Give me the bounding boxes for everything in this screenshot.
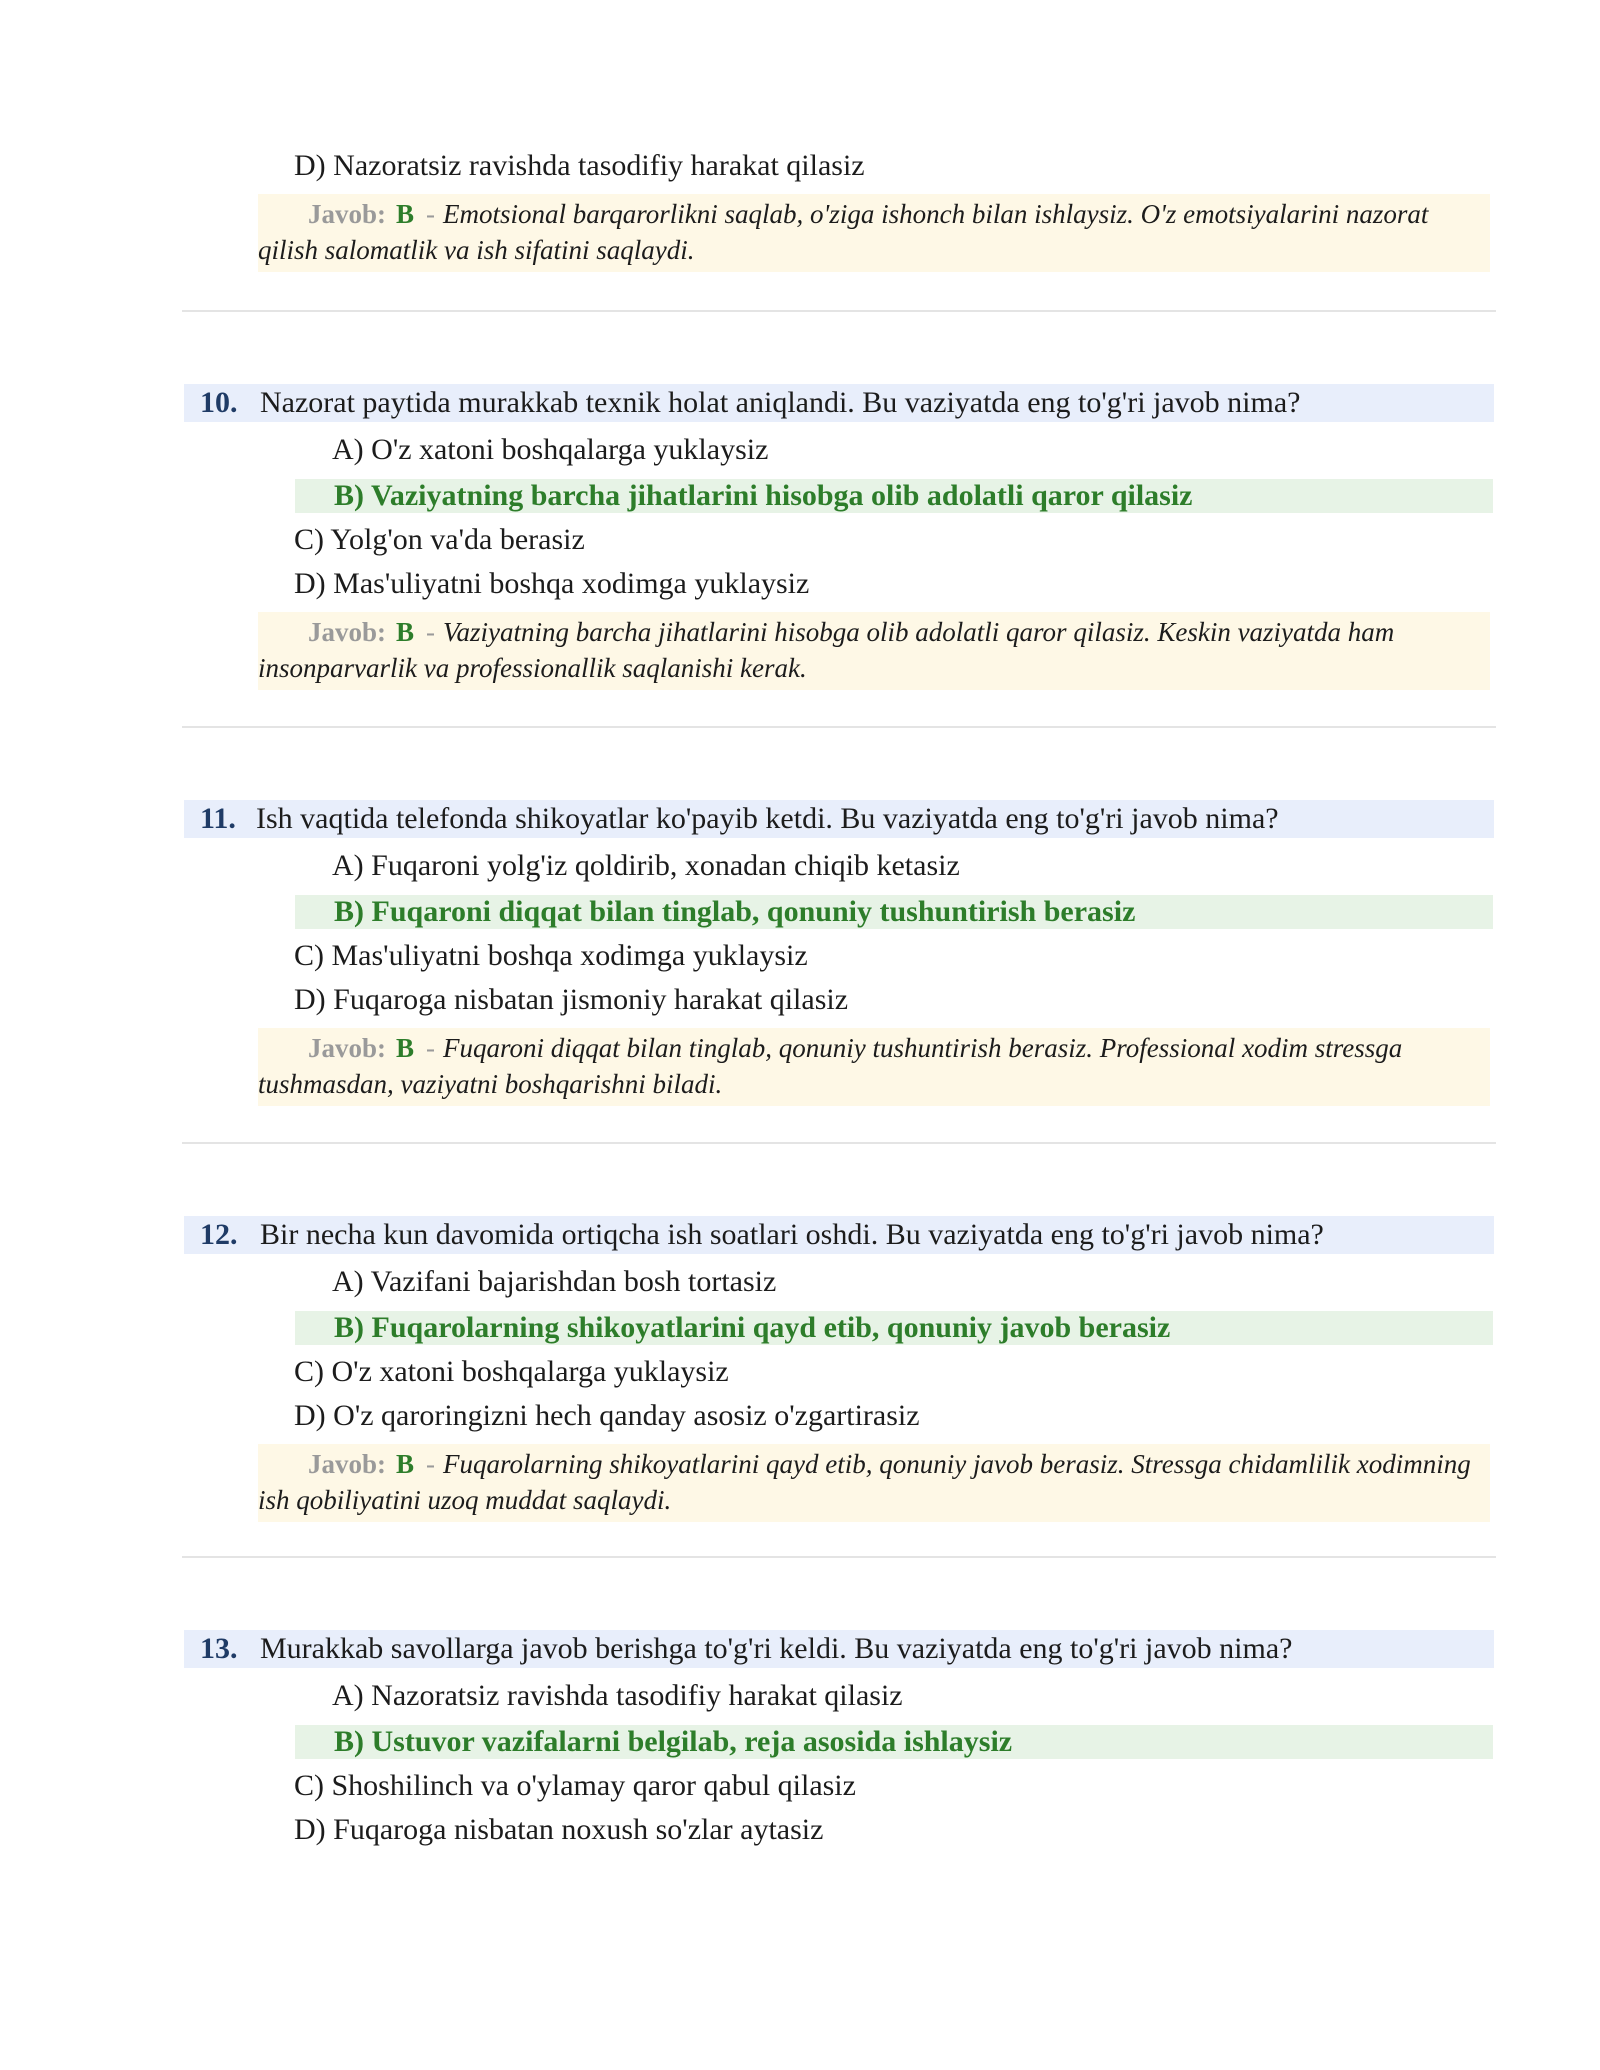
- question-divider: [182, 1142, 1496, 1144]
- answer-explanation: [258, 196, 1488, 268]
- question-text: Bir necha kun davomida ortiqcha ish soatlari oshdi. Bu vaziyatda eng to'g'ri javob nima?: [260, 1218, 1324, 1251]
- option-b-correct: B) Fuqaroni diqqat bilan tinglab, qonuniy tushuntirish berasiz: [334, 895, 1136, 928]
- option-a: A) O'z xatoni boshqalarga yuklaysiz: [332, 433, 769, 466]
- answer-explanation: [258, 614, 1488, 686]
- answer-explanation: [258, 1446, 1488, 1518]
- question-text: Murakkab savollarga javob berishga to'g'ri keldi. Bu vaziyatda eng to'g'ri javob nima?: [260, 1632, 1293, 1665]
- question-divider: [182, 310, 1496, 312]
- option-d: D) Fuqaroga nisbatan jismoniy harakat qilasiz: [294, 983, 849, 1016]
- answer-dash: -: [426, 1033, 436, 1063]
- answer-box: [258, 194, 1490, 272]
- answer-dash: -: [426, 1449, 436, 1479]
- option-c: C) Yolg'on va'da berasiz: [294, 523, 585, 556]
- option-d: D) O'z qaroringizni hech qanday asosiz o'zgartirasiz: [294, 1399, 920, 1432]
- answer-text: Fuqarolarning shikoyatlarini qayd etib, qonuniy javob berasiz. Stressga chidamlilik xodimning ish qobiliyatini uzoq muddat saqlaydi.: [258, 1449, 1471, 1515]
- question-divider: [182, 1556, 1496, 1558]
- question-number: 13.: [200, 1632, 238, 1665]
- answer-label: Javob:: [308, 1033, 387, 1063]
- option-b-correct: B) Ustuvor vazifalarni belgilab, reja asosida ishlaysiz: [334, 1725, 1013, 1758]
- answer-letter: B: [396, 1449, 415, 1479]
- answer-label: Javob:: [308, 617, 387, 647]
- question-text: Nazorat paytida murakkab texnik holat aniqlandi. Bu vaziyatda eng to'g'ri javob nima?: [260, 386, 1301, 419]
- option-c: C) Mas'uliyatni boshqa xodimga yuklaysiz: [294, 939, 808, 972]
- answer-explanation: [258, 1030, 1488, 1102]
- answer-box: [258, 612, 1490, 690]
- option-b-correct: B) Fuqarolarning shikoyatlarini qayd etib, qonuniy javob berasiz: [334, 1311, 1171, 1344]
- question-text: Ish vaqtida telefonda shikoyatlar ko'payib ketdi. Bu vaziyatda eng to'g'ri javob nima?: [256, 802, 1279, 835]
- answer-letter: B: [396, 199, 415, 229]
- question-number: 12.: [200, 1218, 238, 1251]
- answer-label: Javob:: [308, 199, 387, 229]
- option-d: D) Nazoratsiz ravishda tasodifiy harakat qilasiz: [294, 149, 865, 182]
- option-c: C) Shoshilinch va o'ylamay qaror qabul qilasiz: [294, 1769, 856, 1802]
- option-c: C) O'z xatoni boshqalarga yuklaysiz: [294, 1355, 729, 1388]
- option-a: A) Nazoratsiz ravishda tasodifiy harakat qilasiz: [332, 1679, 903, 1712]
- answer-dash: -: [426, 617, 436, 647]
- option-d: D) Mas'uliyatni boshqa xodimga yuklaysiz: [294, 567, 810, 600]
- answer-text: Emotsional barqarorlikni saqlab, o'ziga ishonch bilan ishlaysiz. O'z emotsiyalarini nazorat qilish salomatlik va ish sifatini saqlaydi.: [258, 199, 1429, 265]
- question-number: 10.: [200, 386, 238, 419]
- option-a: A) Vazifani bajarishdan bosh tortasiz: [332, 1265, 777, 1298]
- option-b-correct: B) Vaziyatning barcha jihatlarini hisobga olib adolatli qaror qilasiz: [334, 479, 1193, 512]
- question-divider: [182, 726, 1496, 728]
- option-d: D) Fuqaroga nisbatan noxush so'zlar aytasiz: [294, 1813, 824, 1846]
- answer-label: Javob:: [308, 1449, 387, 1479]
- answer-letter: B: [396, 617, 415, 647]
- answer-box: [258, 1444, 1490, 1522]
- answer-dash: -: [426, 199, 436, 229]
- option-a: A) Fuqaroni yolg'iz qoldirib, xonadan chiqib ketasiz: [332, 849, 960, 882]
- question-number: 11.: [200, 802, 236, 835]
- answer-box: [258, 1028, 1490, 1106]
- answer-text: Fuqaroni diqqat bilan tinglab, qonuniy tushuntirish berasiz. Professional xodim stressga tushmasdan, vaziyatni boshqarishni biladi.: [258, 1033, 1403, 1099]
- answer-text: Vaziyatning barcha jihatlarini hisobga olib adolatli qaror qilasiz. Keskin vaziyatda ham insonparvarlik va professionallik saqlanishi kerak.: [258, 617, 1395, 683]
- answer-letter: B: [396, 1033, 415, 1063]
